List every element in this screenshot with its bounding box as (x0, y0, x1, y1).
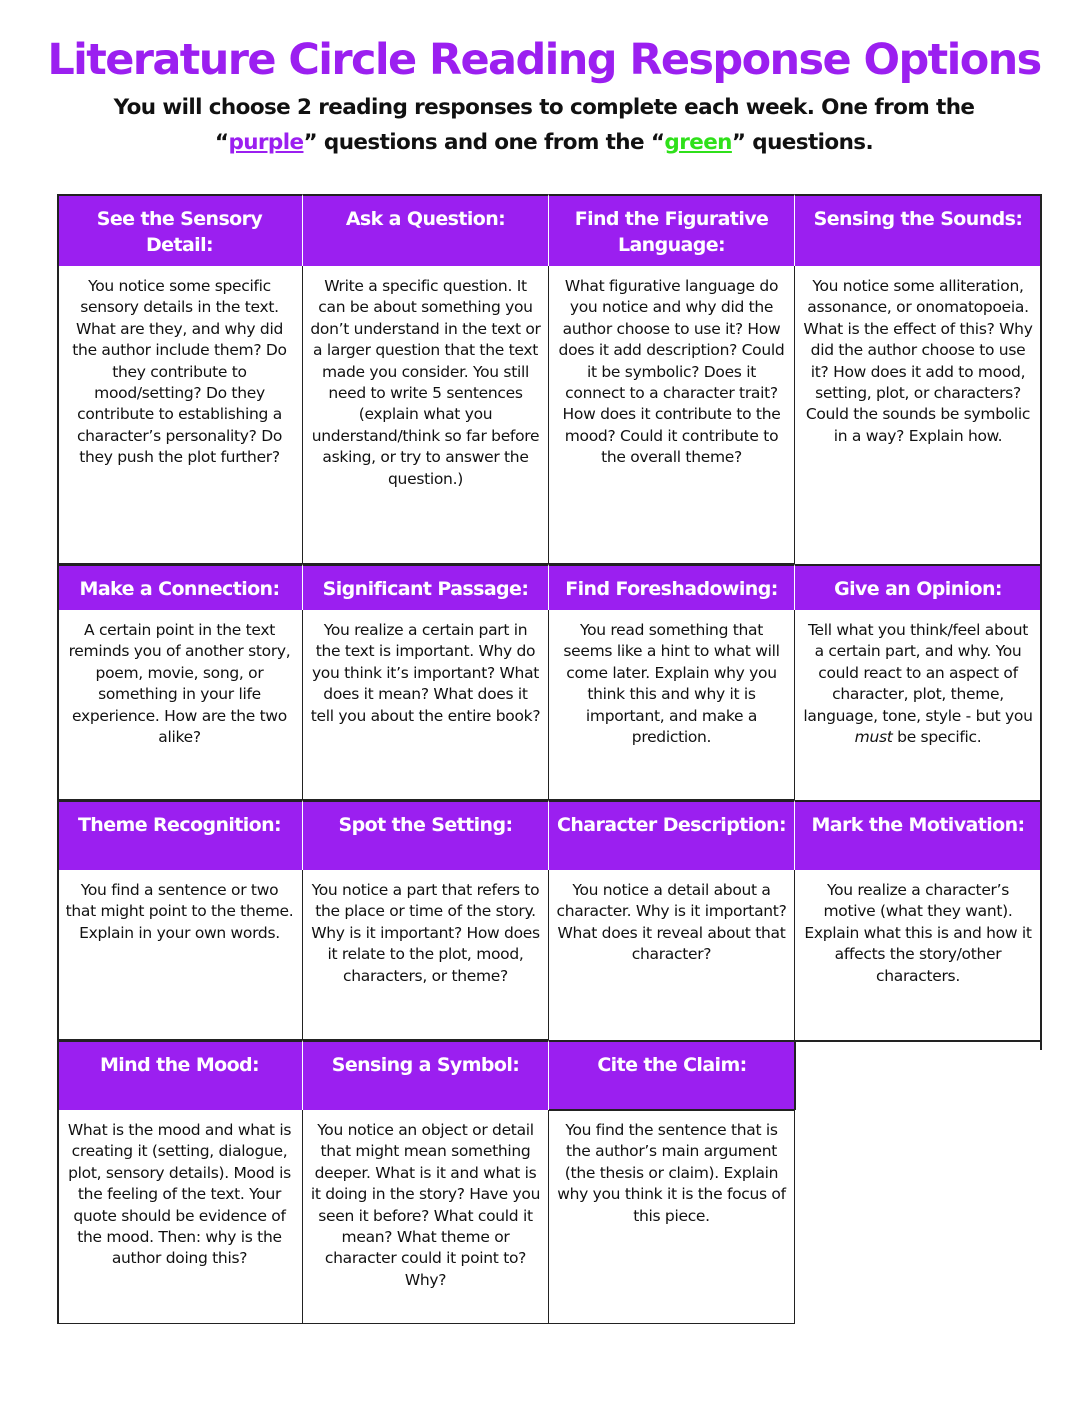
card-heading-sensing-sounds: Sensing the Sounds: (795, 194, 1041, 266)
card-text-spot-setting: You notice a part that refers to the place or time of the story. Why is it important? How does it relate to the plot, mood, characters, or theme? (303, 870, 549, 1040)
instructions-middle: ” questions and one from the “ (303, 130, 665, 155)
card-text-make-connection: A certain point in the text reminds you of another story, poem, movie, song, or something in your life experience. How are the two alike? (57, 610, 303, 800)
response-options-grid (57, 194, 1041, 1324)
instructions (40, 90, 1048, 160)
instructions-open-quote: “ (214, 130, 229, 155)
card-heading-character-description: Character Description: (549, 800, 795, 870)
card-heading-make-connection: Make a Connection: (57, 564, 303, 610)
card-text-foreshadowing: You read something that seems like a hint to what will come later. Explain why you think this and why it is important, and make a prediction. (549, 610, 795, 800)
card-heading-cite-claim: Cite the Claim: (549, 1040, 795, 1110)
grid-right-border (1040, 194, 1042, 1050)
instructions-end: ” questions. (731, 130, 874, 155)
page-title: Literature Circle Reading Response Options (47, 35, 1041, 85)
card-heading-foreshadowing: Find Foreshadowing: (549, 564, 795, 610)
card-text-character-description: You notice a detail about a character. Why is it important? What does it reveal about that character? (549, 870, 795, 1040)
grid-cite-claim-head-bottom-border (549, 1109, 795, 1111)
card-text-give-opinion (795, 610, 1041, 800)
card-text-sensing-symbol: You notice an object or detail that might mean something deeper. What is it and what is it doing in the story? Have you seen it before? What could it mean? What theme or character could it point to? Why? (303, 1110, 549, 1324)
card-heading-give-opinion: Give an Opinion: (795, 564, 1041, 610)
card-text-ask-question: Write a specific question. It can be about something you don’t understand in the text or a larger question that the text made you consider. You still need to write 5 sentences (explain what you understand/think so far before asking, or try to answer the question.) (303, 266, 549, 564)
card-heading-ask-question: Ask a Question: (303, 194, 549, 266)
grid-row3-bottom-border (795, 1040, 1041, 1042)
green-keyword: green (664, 130, 732, 155)
card-heading-spot-setting: Spot the Setting: (303, 800, 549, 870)
grid-left-border (57, 194, 59, 1324)
opinion-text-emphasis: must (854, 728, 893, 747)
card-heading-mind-mood: Mind the Mood: (57, 1040, 303, 1110)
card-text-sensing-sounds: You notice some alliteration, assonance, or onomatopoeia. What is the effect of this? Why did the author choose to use it? How does it add to mood, setting, plot, or characters? Could the sounds be symbolic in a way? Explain how. (803, 277, 1033, 445)
opinion-text-after: be specific. (892, 728, 982, 747)
card-text-mind-mood: What is the mood and what is creating it (setting, dialogue, plot, sensory details). Mood is the feeling of the text. Your quote should be evidence of the mood. Then: why is the author doing this? (57, 1110, 303, 1324)
instructions-part1: You will choose 2 reading responses to complete each week. One from the (113, 95, 975, 120)
card-text-sensory-detail: You notice some specific sensory details in the text. What are they, and why did the author include them? Do they contribute to mood/setting? Do they contribute to establishing a character’s personality? Do they push the plot further? (57, 266, 303, 564)
opinion-text-before: Tell what you think/feel about a certain part, and why. You could react to an aspect of character, plot, theme, language, tone, style - but you (803, 621, 1033, 725)
card-heading-significant-passage: Significant Passage: (303, 564, 549, 610)
card-text-significant-passage: You realize a certain part in the text is important. Why do you think it’s important? What does it mean? What does it tell you about the entire book? (303, 610, 549, 800)
card-text-figurative-language: What figurative language do you notice and why did the author choose to use it? How does it add description? Could it be symbolic? Does it connect to a character trait? How does it contribute to the mood? Could it contribute to the overall theme? (549, 266, 795, 564)
card-heading-theme-recognition: Theme Recognition: (57, 800, 303, 870)
purple-keyword: purple (228, 130, 304, 155)
card-heading-sensory-detail: See the Sensory Detail: (57, 194, 303, 266)
card-heading-sensing-symbol: Sensing a Symbol: (303, 1040, 549, 1110)
card-text-cite-claim: You find the sentence that is the author’s main argument (the thesis or claim). Explain why you think it is the focus of this piece. (549, 1110, 795, 1324)
card-heading-mark-motivation: Mark the Motivation: (795, 800, 1041, 870)
card-text-theme-recognition: You find a sentence or two that might point to the theme. Explain in your own words. (57, 870, 303, 1040)
card-heading-figurative-language: Find the Figurative Language: (549, 194, 795, 266)
card-text-mark-motivation: You realize a character’s motive (what they want). Explain what this is and how it affects the story/other characters. (804, 881, 1032, 985)
grid-cite-claim-right-border (794, 1040, 796, 1110)
